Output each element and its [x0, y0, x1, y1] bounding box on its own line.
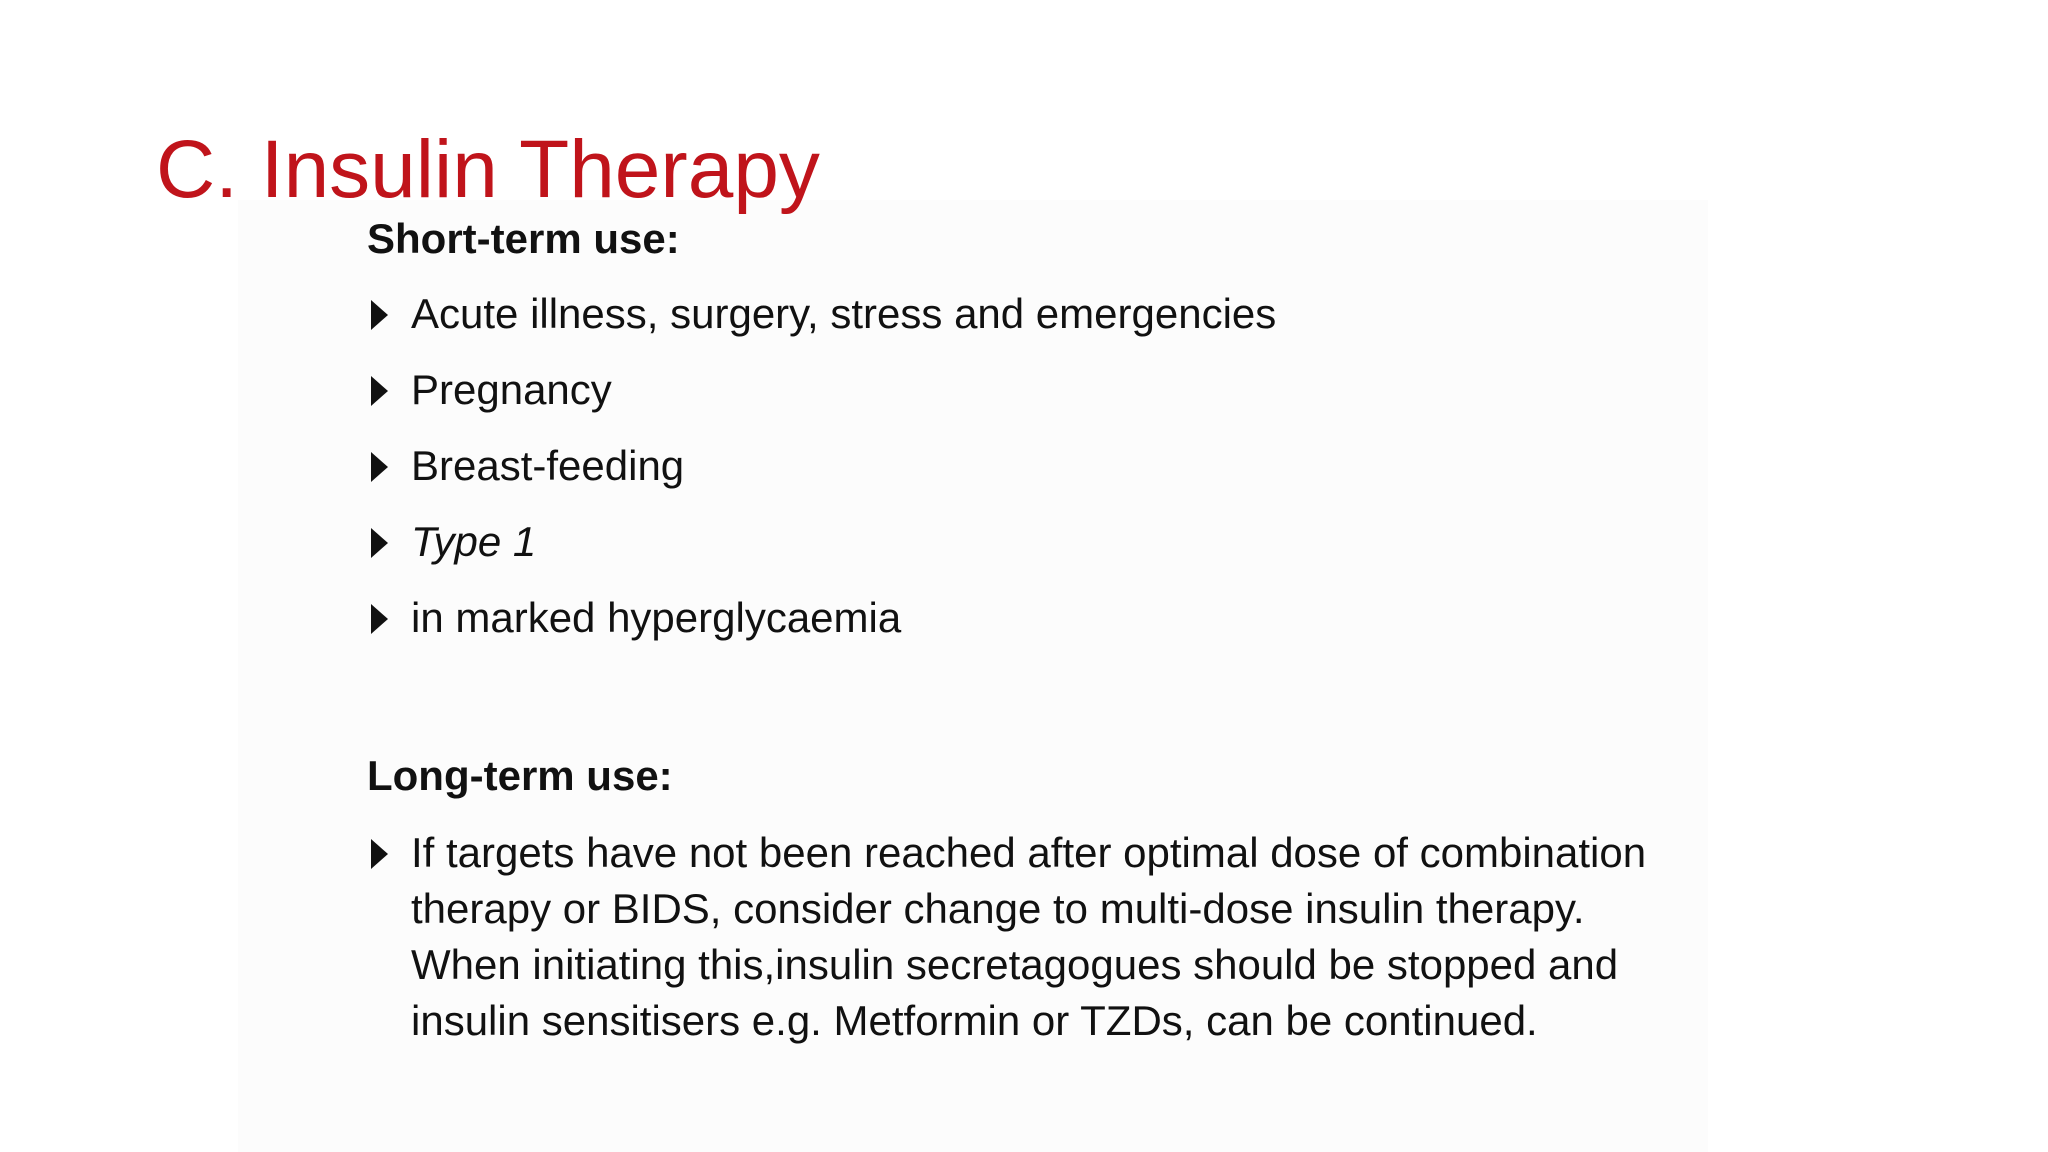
triangle-right-icon — [371, 604, 388, 634]
list-item — [367, 514, 1687, 570]
triangle-right-icon — [371, 452, 388, 482]
triangle-right-icon — [371, 376, 388, 406]
triangle-right-icon — [371, 839, 388, 869]
list-item — [367, 286, 1687, 342]
triangle-right-icon — [371, 528, 388, 558]
long-term-section — [367, 749, 1687, 1049]
short-term-list — [367, 286, 1687, 646]
long-term-list — [367, 825, 1687, 1049]
short-term-section — [367, 212, 1687, 646]
list-item-text: Acute illness, surgery, stress and emergencies — [411, 290, 1277, 337]
short-term-heading: Short-term use: — [367, 215, 680, 262]
long-term-heading: Long-term use: — [367, 752, 673, 799]
list-item — [367, 590, 1687, 646]
list-item-text: Pregnancy — [411, 366, 612, 413]
list-item-text: in marked hyperglycaemia — [411, 594, 902, 641]
triangle-right-icon — [371, 300, 388, 330]
list-item-text: If targets have not been reached after optimal dose of combination therapy or BIDS, consider change to multi-dose insulin therapy. When initiating this,insulin secretagogues should be stopped and insulin sensitisers e.g. Metformin or TZDs, can be continued. — [411, 829, 1647, 1044]
list-item-text: Breast-feeding — [411, 442, 685, 489]
list-item — [367, 825, 1687, 1049]
list-item-text: Type 1 — [411, 518, 537, 565]
list-item — [367, 362, 1687, 418]
list-item — [367, 438, 1687, 494]
slide-title: C. Insulin Therapy — [156, 124, 820, 215]
